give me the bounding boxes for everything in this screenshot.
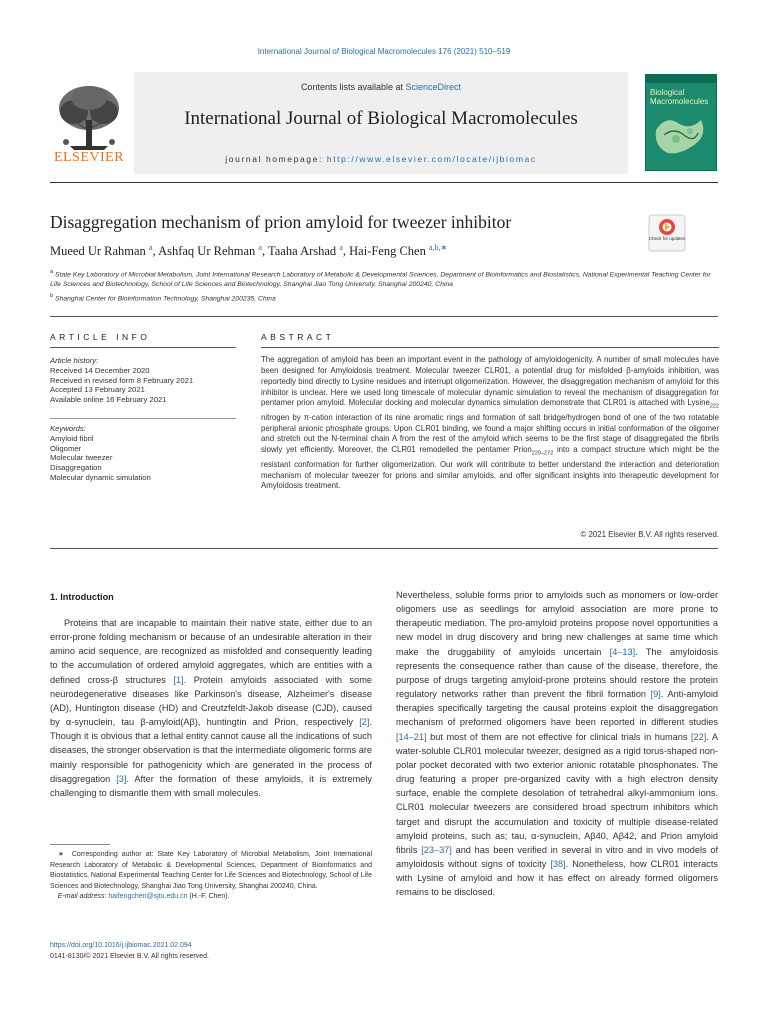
abstract-rule xyxy=(261,347,719,348)
header-rule xyxy=(50,182,718,183)
author-list: Mueed Ur Rahman $^a$, Ashfaq Ur Rehman $^a$, Taaha Arshad $^a$, Hai-Feng Chen $^{a,b,∗}$ xyxy=(50,243,448,259)
section-heading-introduction: 1. Introduction xyxy=(50,592,114,602)
author[interactable]: Taaha Arshad $^a$ xyxy=(267,243,343,259)
citation-link[interactable]: [4–13] xyxy=(609,646,636,657)
keyword: Molecular tweezer xyxy=(50,453,113,463)
check-for-updates-label[interactable]: Check for updates xyxy=(648,236,686,241)
affiliation-rule xyxy=(50,316,718,317)
author[interactable]: Hai-Feng Chen $^{a,b,∗}$ xyxy=(349,243,448,259)
journal-citation[interactable]: International Journal of Biological Macromolecules 176 (2021) 510–519 xyxy=(257,47,511,56)
abstract-text: The aggregation of amyloid has been an important event in the pathology of amyloidogenicity. A number of small molecules have been designed for Amyloidosis treatment. Molecular tweezer CLR01, a potential drug for misfolded β-amyloids inhibition, was reportedly bind directly to Lysine residues and interrupt oligomerization. However, the disaggregation mechanism of amyloid for this inhibitor is unclear. Here we used long timescale of molecular dynamic simulation to reveal the mechanism of disaggregation for pentamer prion amyloid. Molecular docking and molecular dynamics simulation demonstrate that CLR01 is attached with Lysine$_{222}$ nitrogen by π-cation interaction of its nine aromatic rings and formation of salt bridge/hydrogen bond of one of the two rotatable peripheral anionic phosphate groups. Upon CLR01 binding, we found a major shifting occurs in initial conformation of the oligomer and stretch out the N-terminal chain A from the rest of the amyloid which seems to be the first stage of disaggregated the fibrils slowly yet efficiently. Moreover, the CLR01 remodelled the pentamer Prion$_{220-272}$ into a compact structure which might be the resistant conformation for further oligomerization. Our work will contribute to better understand the interaction and deterioration mechanism of molecular tweezer for prions and similar amyloids, and offer significant insights into therapeutic development for Amyloidosis treatment. xyxy=(261,355,719,491)
corresponding-author-footnote: ∗ Corresponding author at: State Key Laboratory of Microbial Metabolism, Joint International Research Laboratory of Metabolic & Developmental Sciences, Department of Bioinformatics and Biostatistics, National Experimental Teaching Center for Life Sciences and Biotechnology, School of Life Sciences and Biotechnology, Shanghai Jiao Tong University, Shanghai 200240, China. E-mail address: haifengchen@sjtu.edu.cn (H.-F. Chen). xyxy=(50,851,373,901)
affiliation-b: $^b$ Shanghai Center for Bioinformation Technology, Shanghai 200235, China xyxy=(50,293,276,303)
citation-link[interactable]: [3] xyxy=(116,773,127,784)
issn-line: 0141-8130/© 2021 Elsevier B.V. All rights reserved. xyxy=(50,953,209,960)
affiliation-a: $^a$ State Key Laboratory of Microbial Metabolism, Joint International Research Laboratory of Metabolic & Developmental Sciences, Department of Bioinformatics and Biostatistics, National Experimental Teaching Center for Life Sciences and Biotechnology, School of Life Sciences and Biotechnology, Shanghai Jiao Tong University, Shanghai 200240, China xyxy=(50,269,711,288)
abstract-copyright: © 2021 Elsevier B.V. All rights reserved. xyxy=(580,530,719,539)
citation-link[interactable]: [14–21] xyxy=(396,731,427,742)
check-for-updates-icon[interactable] xyxy=(648,214,686,252)
citation-link[interactable]: [2] xyxy=(359,717,370,728)
keyword: Amyloid fibril xyxy=(50,433,94,443)
history-keywords-divider xyxy=(50,418,236,419)
homepage-link[interactable]: http://www.elsevier.com/locate/ijbiomac xyxy=(326,154,537,164)
journal-title: International Journal of Biological Macromolecules xyxy=(184,108,578,129)
citation-link[interactable]: [9] xyxy=(650,689,661,700)
abstract-heading: ABSTRACT xyxy=(261,332,335,342)
sciencedirect-link[interactable]: ScienceDirect xyxy=(405,82,462,92)
email-link[interactable]: haifengchen@sjtu.edu.cn xyxy=(108,893,188,901)
article-history: Article history: Received 14 December 2020 Received in revised form 8 February 2021 Accepted 13 February 2021 Available online 16 February 2021 xyxy=(50,356,194,405)
citation-link[interactable]: [23–37] xyxy=(421,844,452,855)
keywords: Keywords: Amyloid fibril Oligomer Molecular tweezer Disaggregation Molecular dynamic simulation xyxy=(50,424,151,482)
keyword: Molecular dynamic simulation xyxy=(50,472,151,482)
elsevier-wordmark: ELSEVIER xyxy=(53,150,125,165)
author[interactable]: Mueed Ur Rahman $^a$ xyxy=(50,243,153,259)
keyword: Disaggregation xyxy=(50,463,102,473)
citation-link[interactable]: [1] xyxy=(173,674,184,685)
abstract-end-rule xyxy=(50,548,718,549)
intro-column-left: Proteins that are incapable to maintain their native state, either due to an error-prone folding mechanism or because of an undesirable alteration in their amino acid sequence, are recognized as misfolded and consequently leading to the accumulation of ordered amyloid aggregates, which are entities with a defined cross-β structures [1]. Protein amyloids associated with some neurodegenerative diseases like Parkinson's disease, Alzheimer's disease (AD), Huntington disease (HD) and Creutzfeldt-Jakob disease (CJD), caused by α-synuclein, tau β-amyloid(Aβ), huntingtin and Prion, respectively [2]. Though it is obvious that a lethal entity cannot cause all the indications of such diseases, the stronger observation is that the intermediate oligomeric forms are mainly responsible for pathogenicity which are generated in the process of disaggregation [3]. After the formation of these amyloids, it is extremely challenging to dismantle them with small molecules. xyxy=(50,618,373,798)
article-title: Disaggregation mechanism of prion amyloid for tweezer inhibitor xyxy=(50,212,512,232)
citation-link[interactable]: [38] xyxy=(550,858,566,869)
intro-column-right: Nevertheless, soluble forms prior to amyloids such as monomers or low-order oligomers use as seedlings for amyloid association are more prone to therapeutic mediation. The pro-amyloid proteins propose novel opportunities a new model in drug discovery and bring new challenges at same time which make the druggability of amyloids uncertain [4–13]. The amyloidosis represents the consequence rather than cause of the disease, therefore, the purpose of drugs targeting amyloid-prone proteins should restore the protein regulatory networks rather than prevent the fibril formation [9]. Anti-amyloid therapies specifically targeting the causal proteins exploit the disaggregation mechanism of preformed oligomers have been reported in different studies [14–21] but most of them are not effective for clinical trials in humans [22]. A water-soluble CLR01 molecular tweezer, designed as a rigid torus-shaped non-polar pocket decorated with two exterior anionic rotatable phosphonates. The drug featuring a proper pre-organized cavity with a high electron density surface, enable the complete desolation of tetrahedral alkyl-ammonium ions. CLR01 molecular tweezers are considered broad spectrum inhibitors which target and disrupt the accumulation and toxicity of multiple disease-related amyloid proteins, such as; tau, α-synuclein, Aβ40, Aβ42, and Prion amyloid fibrils [23–37] and has been verified in several in vitro and in vivo models of amyloidosis without signs of toxicity [38]. Nonetheless, how CLR01 interacts with Lysine of amyloid and how it has effect on already formed oligomers remains to be disclosed. xyxy=(396,590,718,898)
journal-homepage: journal homepage: http://www.elsevier.com/locate/ijbiomac xyxy=(225,154,537,164)
footnote-rule xyxy=(50,844,110,845)
keyword: Oligomer xyxy=(50,443,82,453)
article-info-rule xyxy=(50,347,236,348)
author[interactable]: Ashfaq Ur Rehman $^a$ xyxy=(158,243,262,259)
citation-link[interactable]: [22] xyxy=(690,731,707,742)
contents-line: Contents lists available at ScienceDirect xyxy=(300,82,462,92)
article-info-heading: ARTICLE INFO xyxy=(50,332,151,342)
doi-footer xyxy=(50,940,209,962)
doi-link[interactable]: https://doi.org/10.1016/j.ijbiomac.2021.02.094 xyxy=(50,942,192,949)
cover-title: Biological Macromolecules xyxy=(650,88,709,106)
